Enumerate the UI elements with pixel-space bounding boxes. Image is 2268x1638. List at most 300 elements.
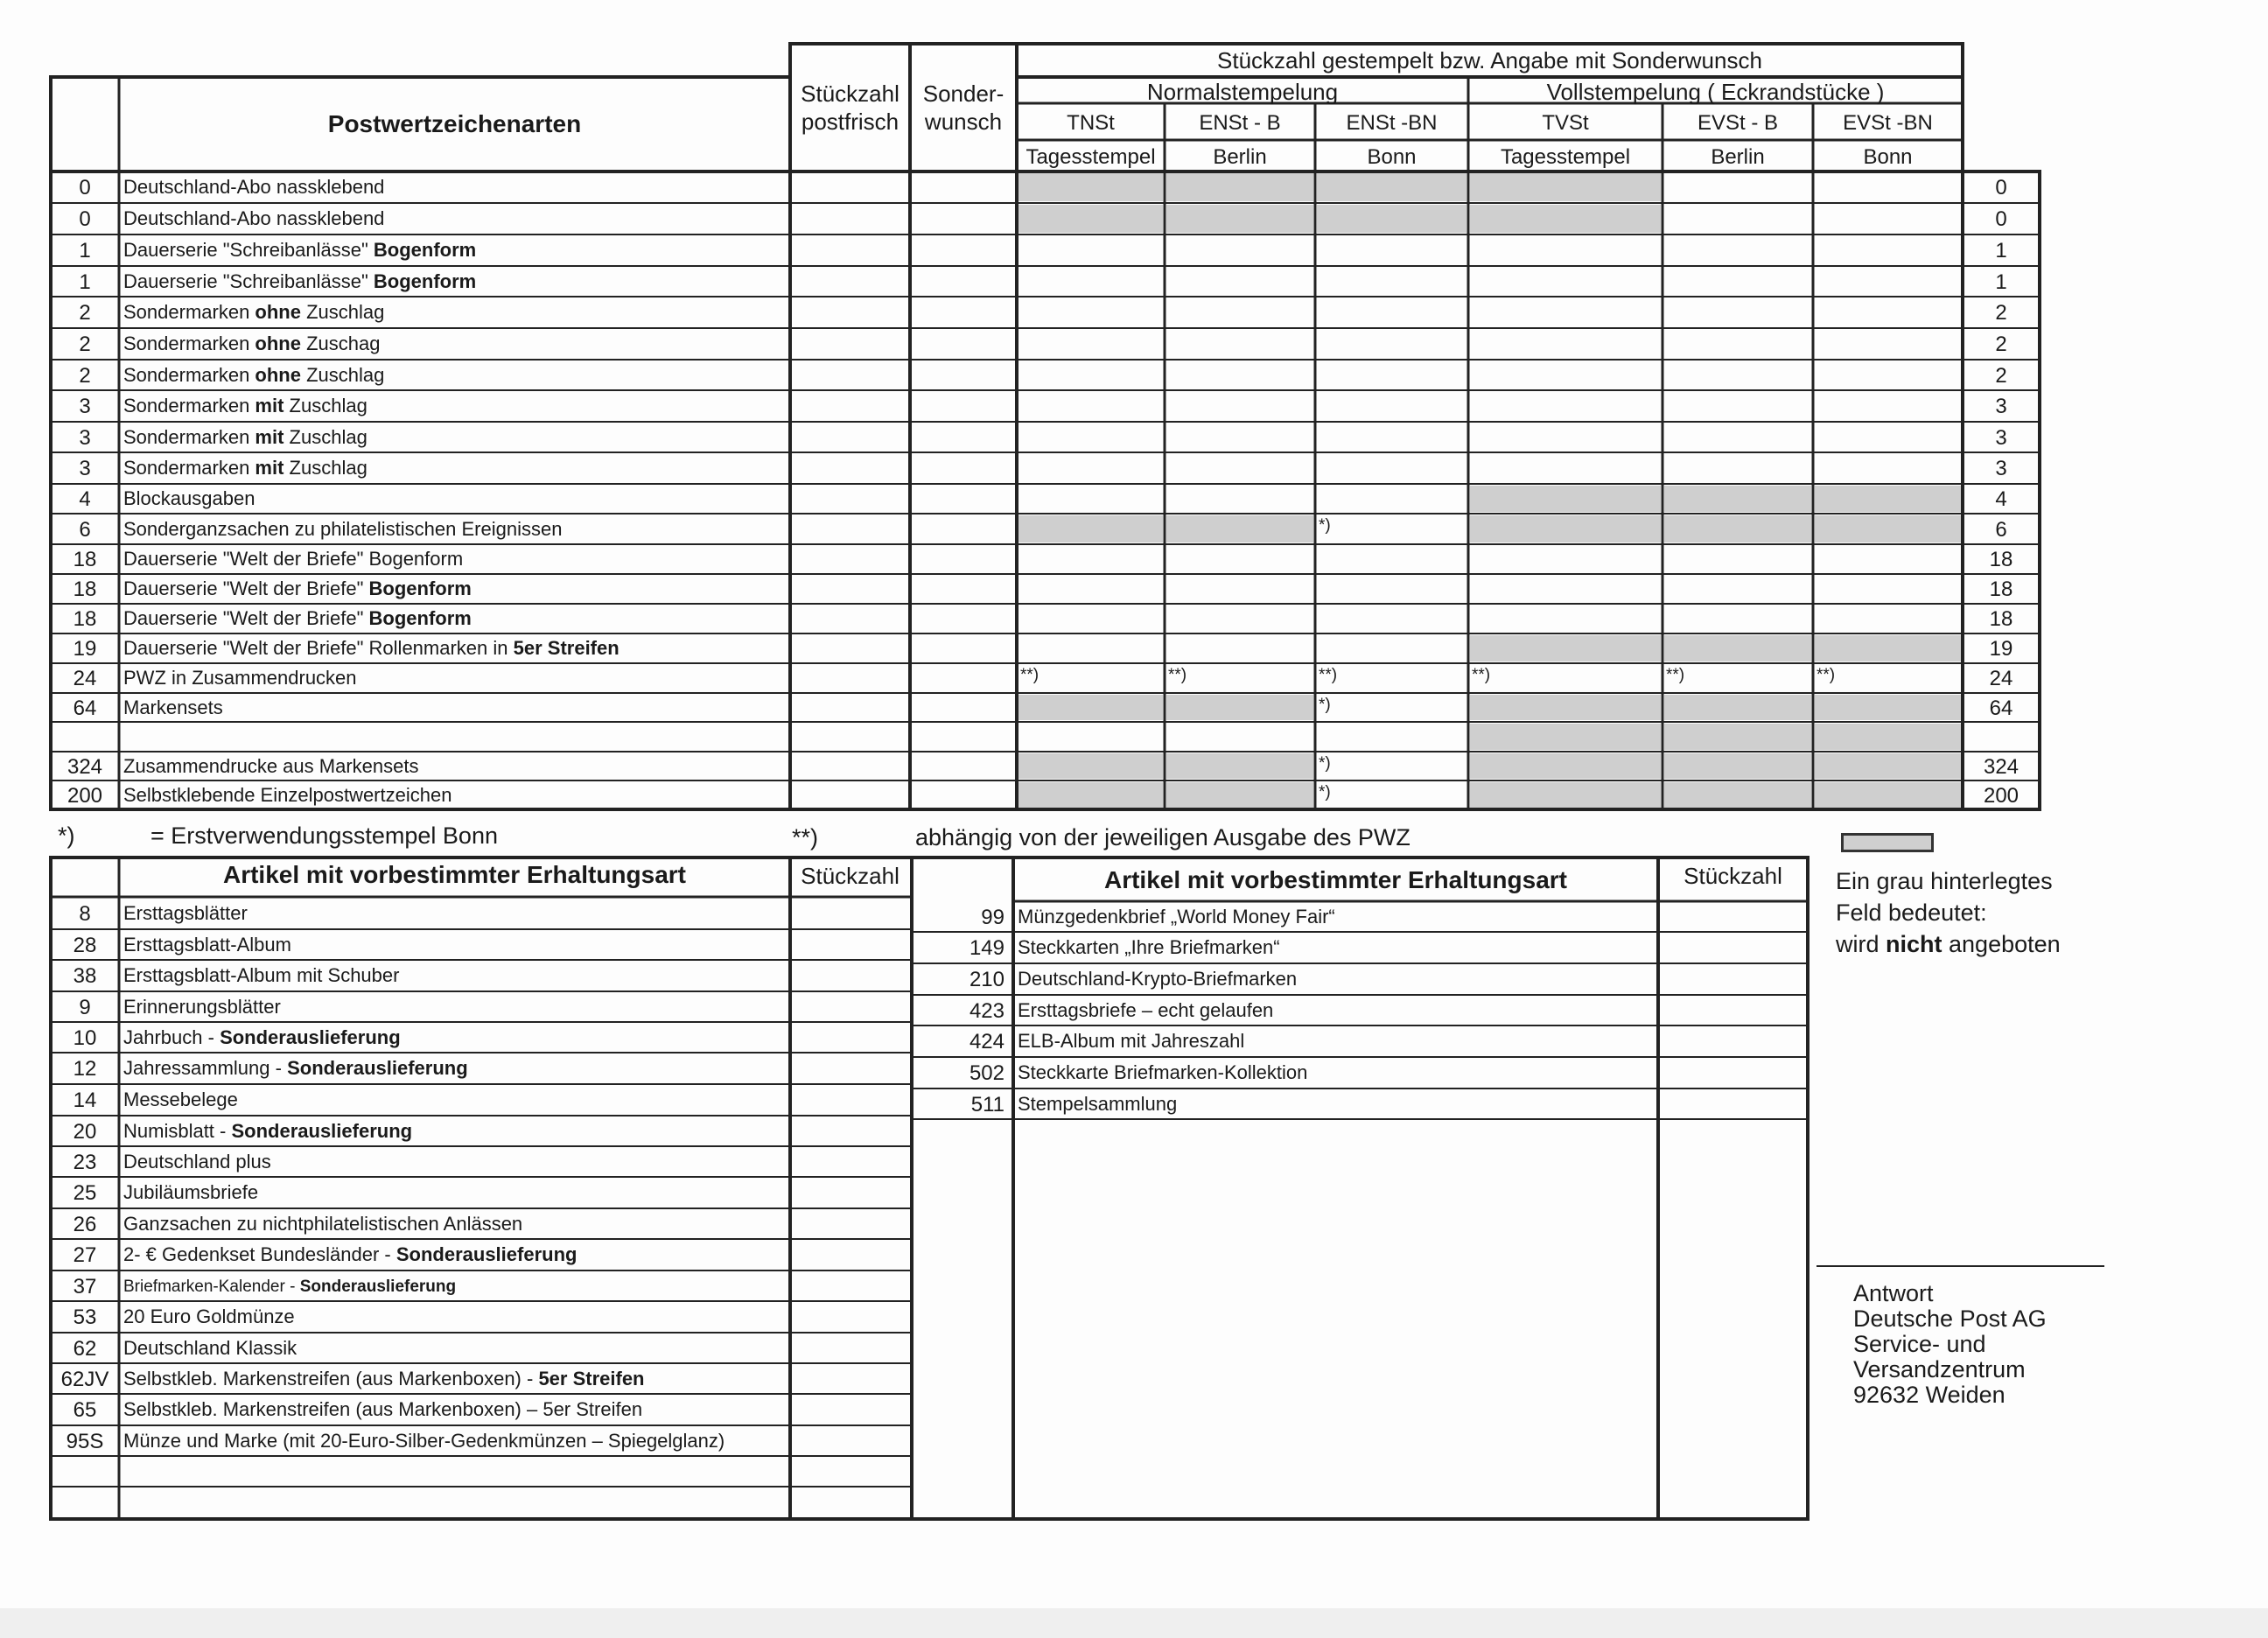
- sonderwunsch-input[interactable]: [911, 172, 1016, 202]
- sonderwunsch-input[interactable]: [911, 423, 1016, 452]
- article-number: 14: [73, 1088, 97, 1112]
- disabled-cell: [1166, 173, 1313, 201]
- article-label: [1018, 907, 1335, 927]
- sonderwunsch-input[interactable]: [911, 694, 1016, 721]
- legend-part: nicht: [1886, 931, 1942, 957]
- stamp-quantity-input[interactable]: [1663, 267, 1812, 296]
- stamp-quantity-input[interactable]: [1166, 453, 1314, 483]
- stamp-quantity-input[interactable]: [1018, 453, 1164, 483]
- postfrisch-input[interactable]: [791, 605, 909, 633]
- row-label-part: Dauerserie "Welt der Briefe": [123, 578, 369, 599]
- row-number-right: 2: [1995, 301, 2007, 325]
- row-number: 2: [79, 301, 91, 325]
- article-label: [123, 1307, 295, 1326]
- row-label-part: 5er Streifen: [513, 637, 620, 659]
- sonderwunsch-input[interactable]: [911, 453, 1016, 483]
- stamp-quantity-input[interactable]: [1018, 391, 1164, 421]
- article-quantity-input[interactable]: [791, 1023, 910, 1052]
- article-quantity-input[interactable]: [1659, 902, 1806, 931]
- article-label-part: Deutschland Klassik: [123, 1336, 298, 1359]
- disabled-cell: [1166, 695, 1313, 720]
- stamp-quantity-input[interactable]: [1018, 723, 1164, 751]
- row-label: [123, 425, 368, 448]
- stamp-quantity-input[interactable]: [1663, 605, 1812, 633]
- stamp-quantity-input[interactable]: [1316, 664, 1467, 692]
- disabled-cell: [1664, 515, 1811, 542]
- row-label-part: Sondermarken: [123, 457, 256, 479]
- article-label: [123, 1214, 522, 1234]
- postfrisch-input[interactable]: [791, 514, 909, 543]
- row-label-part: Blockausgaben: [123, 487, 256, 509]
- stamp-quantity-input[interactable]: [1814, 235, 1962, 265]
- postfrisch-input[interactable]: [791, 781, 909, 808]
- postfrisch-input[interactable]: [791, 267, 909, 296]
- stamp-quantity-input[interactable]: [1018, 267, 1164, 296]
- article-label: [123, 995, 281, 1018]
- article-quantity-input[interactable]: [791, 1147, 910, 1176]
- row-number-right: 19: [1989, 637, 2013, 661]
- article-quantity-input[interactable]: [1659, 1089, 1806, 1118]
- disabled-cell: [1018, 205, 1163, 233]
- stamp-quantity-input[interactable]: [1166, 634, 1314, 662]
- stamp-quantity-input[interactable]: [1018, 545, 1164, 573]
- article-quantity-input[interactable]: [791, 1302, 910, 1332]
- row-number: 19: [73, 637, 97, 661]
- article-label: [123, 966, 399, 985]
- article-label-part: 20 Euro Goldmünze: [123, 1306, 295, 1327]
- article-quantity-input[interactable]: [791, 1426, 910, 1455]
- stamp-quantity-input[interactable]: [1814, 267, 1962, 296]
- stamp-quantity-input[interactable]: [1663, 298, 1812, 327]
- stamp-quantity-input[interactable]: [1018, 235, 1164, 265]
- row-number: 1: [79, 270, 91, 294]
- row-label-part: Sondermarken: [123, 395, 256, 416]
- row-number: 200: [66, 783, 103, 808]
- stamp-quantity-input[interactable]: [1316, 423, 1467, 452]
- footnote-star-key: *): [58, 822, 75, 849]
- disabled-cell: [1166, 782, 1313, 808]
- stamp-quantity-input[interactable]: [1814, 329, 1962, 359]
- row-number-right: 24: [1989, 667, 2013, 690]
- postfrisch-input[interactable]: [791, 360, 909, 389]
- row-number: 1: [79, 239, 91, 262]
- sonderwunsch-input[interactable]: [911, 752, 1016, 780]
- row-number: 64: [73, 696, 97, 720]
- stamp-quantity-input[interactable]: [1814, 204, 1962, 234]
- article-label-part: Jahrbuch -: [123, 1026, 220, 1048]
- disabled-cell: [1664, 753, 1811, 779]
- sonderwunsch-input[interactable]: [911, 391, 1016, 421]
- article-number: 28: [73, 933, 97, 957]
- sonderwunsch-input[interactable]: [911, 723, 1016, 751]
- article-quantity-input[interactable]: [791, 1054, 910, 1083]
- row-number: 324: [66, 754, 103, 779]
- stamp-quantity-input[interactable]: [1316, 267, 1467, 296]
- stamp-quantity-input[interactable]: [1166, 545, 1314, 573]
- row-label-part: Sonderganzsachen zu philatelistischen Ereignissen: [123, 517, 563, 540]
- sonderwunsch-input[interactable]: [911, 360, 1016, 389]
- footnote-mark: **): [1020, 666, 1040, 684]
- stamp-quantity-input[interactable]: [1316, 298, 1467, 327]
- stamp-quantity-input[interactable]: [1814, 298, 1962, 327]
- article-label-part: Jahressammlung -: [123, 1057, 288, 1079]
- article-label-part: Sonderauslieferung: [287, 1057, 468, 1079]
- postfrisch-input[interactable]: [791, 423, 909, 452]
- stamp-quantity-input[interactable]: [1166, 664, 1314, 692]
- stamp-quantity-input[interactable]: [1018, 605, 1164, 633]
- row-label: [123, 178, 384, 197]
- stamp-quantity-input[interactable]: [1814, 360, 1962, 389]
- article-quantity-input[interactable]: [1659, 964, 1806, 994]
- article-label-part: Selbstkleb. Markenstreifen (aus Markenboxen) -: [123, 1367, 539, 1390]
- legend-line-3: [1836, 933, 2061, 956]
- row-label-part: Zuschag: [300, 332, 381, 354]
- article-label: [123, 1183, 258, 1202]
- disabled-cell: [1018, 782, 1163, 808]
- postfrisch-input[interactable]: [791, 172, 909, 202]
- stamp-quantity-input[interactable]: [1018, 664, 1164, 692]
- postfrisch-input[interactable]: [791, 545, 909, 573]
- postfrisch-input[interactable]: [791, 298, 909, 327]
- article-quantity-input[interactable]: [791, 1085, 910, 1115]
- address-line: Service- und: [1853, 1331, 1986, 1357]
- row-label-part: Zuschlag: [300, 363, 385, 386]
- row-label: [123, 783, 452, 806]
- article-label-part: Numisblatt -: [123, 1119, 232, 1142]
- row-label: [123, 754, 419, 777]
- article-quantity-input[interactable]: [1659, 1058, 1806, 1088]
- article-number: 20: [73, 1119, 97, 1144]
- postfrisch-input[interactable]: [791, 723, 909, 751]
- article-quantity-input[interactable]: [791, 961, 910, 990]
- article-quantity-input[interactable]: [1659, 1026, 1806, 1056]
- footnote-mark: **): [1472, 666, 1491, 684]
- row-number: 6: [79, 517, 91, 542]
- article-label: [1018, 1063, 1307, 1082]
- disabled-cell: [1018, 695, 1163, 720]
- column-sub-1: Berlin: [1213, 145, 1267, 169]
- row-number-right: 1: [1995, 239, 2007, 262]
- row-label: [123, 363, 385, 386]
- sonderwunsch-input[interactable]: [911, 545, 1016, 573]
- sonderwunsch-input[interactable]: [911, 298, 1016, 327]
- stamp-quantity-input[interactable]: [1469, 267, 1662, 296]
- stamp-quantity-input[interactable]: [1814, 172, 1962, 202]
- article-quantity-input[interactable]: [791, 992, 910, 1021]
- article-label-part: 5er Streifen: [538, 1367, 645, 1390]
- postfrisch-input[interactable]: [791, 329, 909, 359]
- row-number-right: 3: [1995, 425, 2007, 450]
- row-label-part: Sondermarken: [123, 332, 256, 354]
- stamp-quantity-input[interactable]: [1316, 514, 1467, 543]
- stamp-quantity-input[interactable]: [1663, 453, 1812, 483]
- article-label-part: Münze und Marke (mit 20-Euro-Silber-Gedenkmünzen – Spiegelglanz): [123, 1429, 725, 1452]
- disabled-cell: [1317, 205, 1466, 233]
- postfrisch-input[interactable]: [791, 485, 909, 513]
- row-number: 2: [79, 363, 91, 388]
- stamp-quantity-input[interactable]: [1469, 575, 1662, 603]
- article-number: 26: [73, 1212, 97, 1236]
- stamp-quantity-input[interactable]: [1316, 723, 1467, 751]
- article-label: [1018, 998, 1274, 1021]
- wunsch-header: wunsch: [924, 108, 1003, 135]
- row-label: [123, 489, 255, 508]
- stamp-quantity-input[interactable]: [1469, 391, 1662, 421]
- postfrisch-input[interactable]: [791, 575, 909, 603]
- row-number-right: 3: [1995, 395, 2007, 418]
- row-label: [123, 639, 620, 658]
- stamp-quantity-input[interactable]: [1814, 423, 1962, 452]
- stamp-quantity-input[interactable]: [1814, 391, 1962, 421]
- stamp-quantity-input[interactable]: [1663, 204, 1812, 234]
- article-number: 37: [73, 1274, 97, 1298]
- article-number: 423: [969, 998, 1004, 1023]
- stamp-quantity-input[interactable]: [1316, 545, 1467, 573]
- stamp-quantity-input[interactable]: [1316, 781, 1467, 808]
- column-code-4: EVSt - B: [1697, 111, 1779, 135]
- stamp-quantity-input[interactable]: [1018, 423, 1164, 452]
- row-label-part: Selbstklebende Einzelpostwertzeichen: [123, 783, 452, 806]
- article-quantity-input[interactable]: [791, 1271, 910, 1300]
- postfrisch-input[interactable]: [791, 235, 909, 265]
- row-label-part: Bogenform: [368, 578, 472, 599]
- stamp-quantity-input[interactable]: [1166, 575, 1314, 603]
- disabled-cell: [1664, 635, 1811, 662]
- stamp-quantity-input[interactable]: [1316, 694, 1467, 721]
- stamp-quantity-input[interactable]: [1166, 391, 1314, 421]
- disabled-cell: [1018, 753, 1163, 779]
- article-quantity-input[interactable]: [791, 1457, 910, 1486]
- sonderwunsch-input[interactable]: [911, 781, 1016, 808]
- article-number: 210: [969, 968, 1004, 991]
- postfrisch-input[interactable]: [791, 664, 909, 692]
- disabled-cell: [1664, 724, 1811, 750]
- stamp-quantity-input[interactable]: [1166, 360, 1314, 389]
- postfrisch-input[interactable]: [791, 694, 909, 721]
- article-quantity-input[interactable]: [791, 1395, 910, 1424]
- article-label-part: Jubiläumsbriefe: [123, 1181, 259, 1203]
- stamp-quantity-input[interactable]: [1018, 634, 1164, 662]
- row-label: [123, 303, 384, 322]
- row-number-right: 18: [1989, 607, 2013, 631]
- row-label-part: Deutschland-Abo nassklebend: [123, 207, 385, 229]
- postfrisch-input[interactable]: [791, 391, 909, 421]
- footnote-mark: **): [1319, 666, 1338, 684]
- article-quantity-input[interactable]: [791, 1240, 910, 1270]
- stamp-quantity-input[interactable]: [1316, 575, 1467, 603]
- disabled-cell: [1815, 515, 1961, 542]
- disabled-cell: [1166, 515, 1313, 542]
- row-label: [123, 241, 476, 260]
- sonderwunsch-input[interactable]: [911, 267, 1016, 296]
- stamp-quantity-input[interactable]: [1018, 329, 1164, 359]
- article-label: [123, 1028, 401, 1047]
- stamp-quantity-input[interactable]: [1316, 391, 1467, 421]
- vollstempelung-title: Vollstempelung ( Eckrandstücke ): [1546, 79, 1885, 105]
- disabled-cell: [1317, 173, 1466, 201]
- stamp-quantity-input[interactable]: [1166, 267, 1314, 296]
- article-number: 95S: [66, 1429, 104, 1453]
- stamp-quantity-input[interactable]: [1316, 634, 1467, 662]
- stamp-quantity-input[interactable]: [1018, 485, 1164, 513]
- footnote-mark: *): [1319, 516, 1331, 535]
- sonderwunsch-input[interactable]: [911, 485, 1016, 513]
- disabled-cell: [1470, 695, 1661, 720]
- article-label-part: ELB-Album mit Jahreszahl: [1018, 1030, 1245, 1052]
- article-label: [1018, 970, 1297, 989]
- stamp-quantity-input[interactable]: [1469, 545, 1662, 573]
- stamp-quantity-input[interactable]: [1316, 453, 1467, 483]
- legend-line-2: Feld bedeutet:: [1836, 900, 1987, 926]
- row-label-part: Deutschland-Abo nassklebend: [123, 176, 385, 198]
- article-label-part: Münzgedenkbrief „World Money Fair“: [1018, 905, 1335, 928]
- stamp-quantity-input[interactable]: [1166, 298, 1314, 327]
- row-label-part: ohne: [255, 363, 301, 386]
- address-line: Deutsche Post AG: [1853, 1306, 2047, 1332]
- row-label-part: ohne: [255, 332, 301, 354]
- row-label: [123, 579, 472, 598]
- article-label-part: Briefmarken-Kalender -: [123, 1277, 300, 1296]
- footnote-mark: *): [1319, 696, 1331, 714]
- article-quantity-input[interactable]: [791, 1209, 910, 1238]
- stamp-quantity-input[interactable]: [1166, 235, 1314, 265]
- postfrisch-input[interactable]: [791, 634, 909, 662]
- sonderwunsch-input[interactable]: [911, 235, 1016, 265]
- footnote-mark: *): [1319, 783, 1331, 802]
- article-label-part: Ersttagsblatt-Album: [123, 933, 291, 956]
- disabled-cell: [1018, 515, 1163, 542]
- stamp-quantity-input[interactable]: [1316, 605, 1467, 633]
- footnote-mark: **): [1666, 666, 1685, 684]
- article-quantity-input[interactable]: [791, 898, 910, 928]
- sonderwunsch-input[interactable]: [911, 634, 1016, 662]
- stamp-quantity-input[interactable]: [1166, 605, 1314, 633]
- stamp-quantity-input[interactable]: [1814, 453, 1962, 483]
- stamp-quantity-input[interactable]: [1663, 235, 1812, 265]
- legend-part: angeboten: [1942, 931, 2061, 957]
- stamp-quantity-input[interactable]: [1663, 360, 1812, 389]
- article-label-part: Sonderauslieferung: [396, 1243, 578, 1265]
- stamp-quantity-input[interactable]: [1814, 605, 1962, 633]
- stamp-quantity-input[interactable]: [1166, 485, 1314, 513]
- sonderwunsch-input[interactable]: [911, 575, 1016, 603]
- article-quantity-input[interactable]: [791, 1178, 910, 1208]
- column-sub-4: Berlin: [1711, 145, 1765, 169]
- stamp-quantity-input[interactable]: [1018, 360, 1164, 389]
- row-number-right: 64: [1989, 696, 2013, 720]
- stamp-quantity-input[interactable]: [1663, 423, 1812, 452]
- sonderwunsch-input[interactable]: [911, 605, 1016, 633]
- article-quantity-input[interactable]: [1659, 996, 1806, 1025]
- stamp-quantity-input[interactable]: [1469, 605, 1662, 633]
- stamp-quantity-input[interactable]: [1316, 752, 1467, 780]
- article-quantity-input[interactable]: [1659, 933, 1806, 962]
- sonderwunsch-input[interactable]: [911, 204, 1016, 234]
- article-label: [123, 1245, 577, 1264]
- article-label-part: Sonderauslieferung: [220, 1026, 401, 1048]
- stamp-quantity-input[interactable]: [1316, 485, 1467, 513]
- article-label-part: Steckkarten „Ihre Briefmarken“: [1018, 936, 1280, 958]
- stamp-quantity-input[interactable]: [1663, 575, 1812, 603]
- article-number: 53: [73, 1306, 97, 1329]
- stamp-quantity-input[interactable]: [1166, 723, 1314, 751]
- article-quantity-input[interactable]: [791, 1488, 910, 1518]
- stamp-quantity-input[interactable]: [1814, 575, 1962, 603]
- article-quantity-input[interactable]: [791, 1364, 910, 1393]
- sonderwunsch-input[interactable]: [911, 514, 1016, 543]
- row-number: 3: [79, 395, 91, 418]
- article-quantity-input[interactable]: [791, 1116, 910, 1145]
- stamp-quantity-input[interactable]: [1469, 423, 1662, 452]
- stamp-quantity-input[interactable]: [1469, 329, 1662, 359]
- article-label-part: Ersttagsbriefe – echt gelaufen: [1018, 998, 1274, 1021]
- stamp-quantity-input[interactable]: [1018, 298, 1164, 327]
- article-number: 65: [73, 1398, 97, 1422]
- stamp-quantity-input[interactable]: [1469, 453, 1662, 483]
- stamp-quantity-input[interactable]: [1018, 575, 1164, 603]
- article-number: 38: [73, 964, 97, 988]
- stamp-quantity-input[interactable]: [1469, 664, 1662, 692]
- footnote-mark: **): [1168, 666, 1187, 684]
- stamp-quantity-input[interactable]: [1469, 235, 1662, 265]
- disabled-cell: [1470, 635, 1661, 662]
- stamp-quantity-input[interactable]: [1663, 391, 1812, 421]
- postfrisch-input[interactable]: [791, 752, 909, 780]
- postfrisch-input[interactable]: [791, 453, 909, 483]
- sonder-header: Sonder-: [922, 80, 1004, 107]
- footnote-star-text: = Erstverwendungsstempel Bonn: [150, 822, 498, 849]
- row-number: 3: [79, 457, 91, 480]
- stamp-quantity-input[interactable]: [1663, 545, 1812, 573]
- postfrisch-input[interactable]: [791, 204, 909, 234]
- legend-swatch: [1841, 833, 1934, 852]
- row-label: [123, 609, 472, 628]
- stamp-quantity-input[interactable]: [1316, 235, 1467, 265]
- article-number: 62: [73, 1336, 97, 1361]
- stamp-quantity-input[interactable]: [1166, 423, 1314, 452]
- stamp-quantity-input[interactable]: [1663, 172, 1812, 202]
- stamp-quantity-input[interactable]: [1663, 664, 1812, 692]
- stamp-quantity-input[interactable]: [1469, 360, 1662, 389]
- article-number: 10: [73, 1026, 97, 1050]
- article-label: [123, 1090, 238, 1110]
- footnote-dstar-key: **): [792, 824, 819, 850]
- disabled-cell: [1815, 782, 1961, 808]
- article-label: [1018, 1032, 1244, 1051]
- article-quantity-input[interactable]: [791, 930, 910, 959]
- stamp-quantity-input[interactable]: [1316, 360, 1467, 389]
- article-label: [123, 1400, 642, 1419]
- stamp-quantity-input[interactable]: [1814, 545, 1962, 573]
- article-quantity-input[interactable]: [791, 1334, 910, 1362]
- sonderwunsch-input[interactable]: [911, 664, 1016, 692]
- stamp-quantity-input[interactable]: [1663, 329, 1812, 359]
- address-line: Versandzentrum: [1853, 1356, 2026, 1382]
- column-code-1: ENSt - B: [1199, 111, 1281, 135]
- row-number-right: 18: [1989, 548, 2013, 571]
- stamp-quantity-input[interactable]: [1814, 664, 1962, 692]
- row-label: [123, 668, 357, 688]
- sonderwunsch-input[interactable]: [911, 329, 1016, 359]
- stamp-quantity-input[interactable]: [1166, 329, 1314, 359]
- stamp-quantity-input[interactable]: [1316, 329, 1467, 359]
- row-number-right: 0: [1995, 176, 2007, 200]
- legend-part: wird: [1836, 931, 1886, 957]
- article-number: 23: [73, 1150, 97, 1174]
- stamp-quantity-input[interactable]: [1469, 298, 1662, 327]
- article-label-part: Ersttagsblatt-Album mit Schuber: [123, 964, 400, 986]
- article-number: 149: [969, 936, 1004, 960]
